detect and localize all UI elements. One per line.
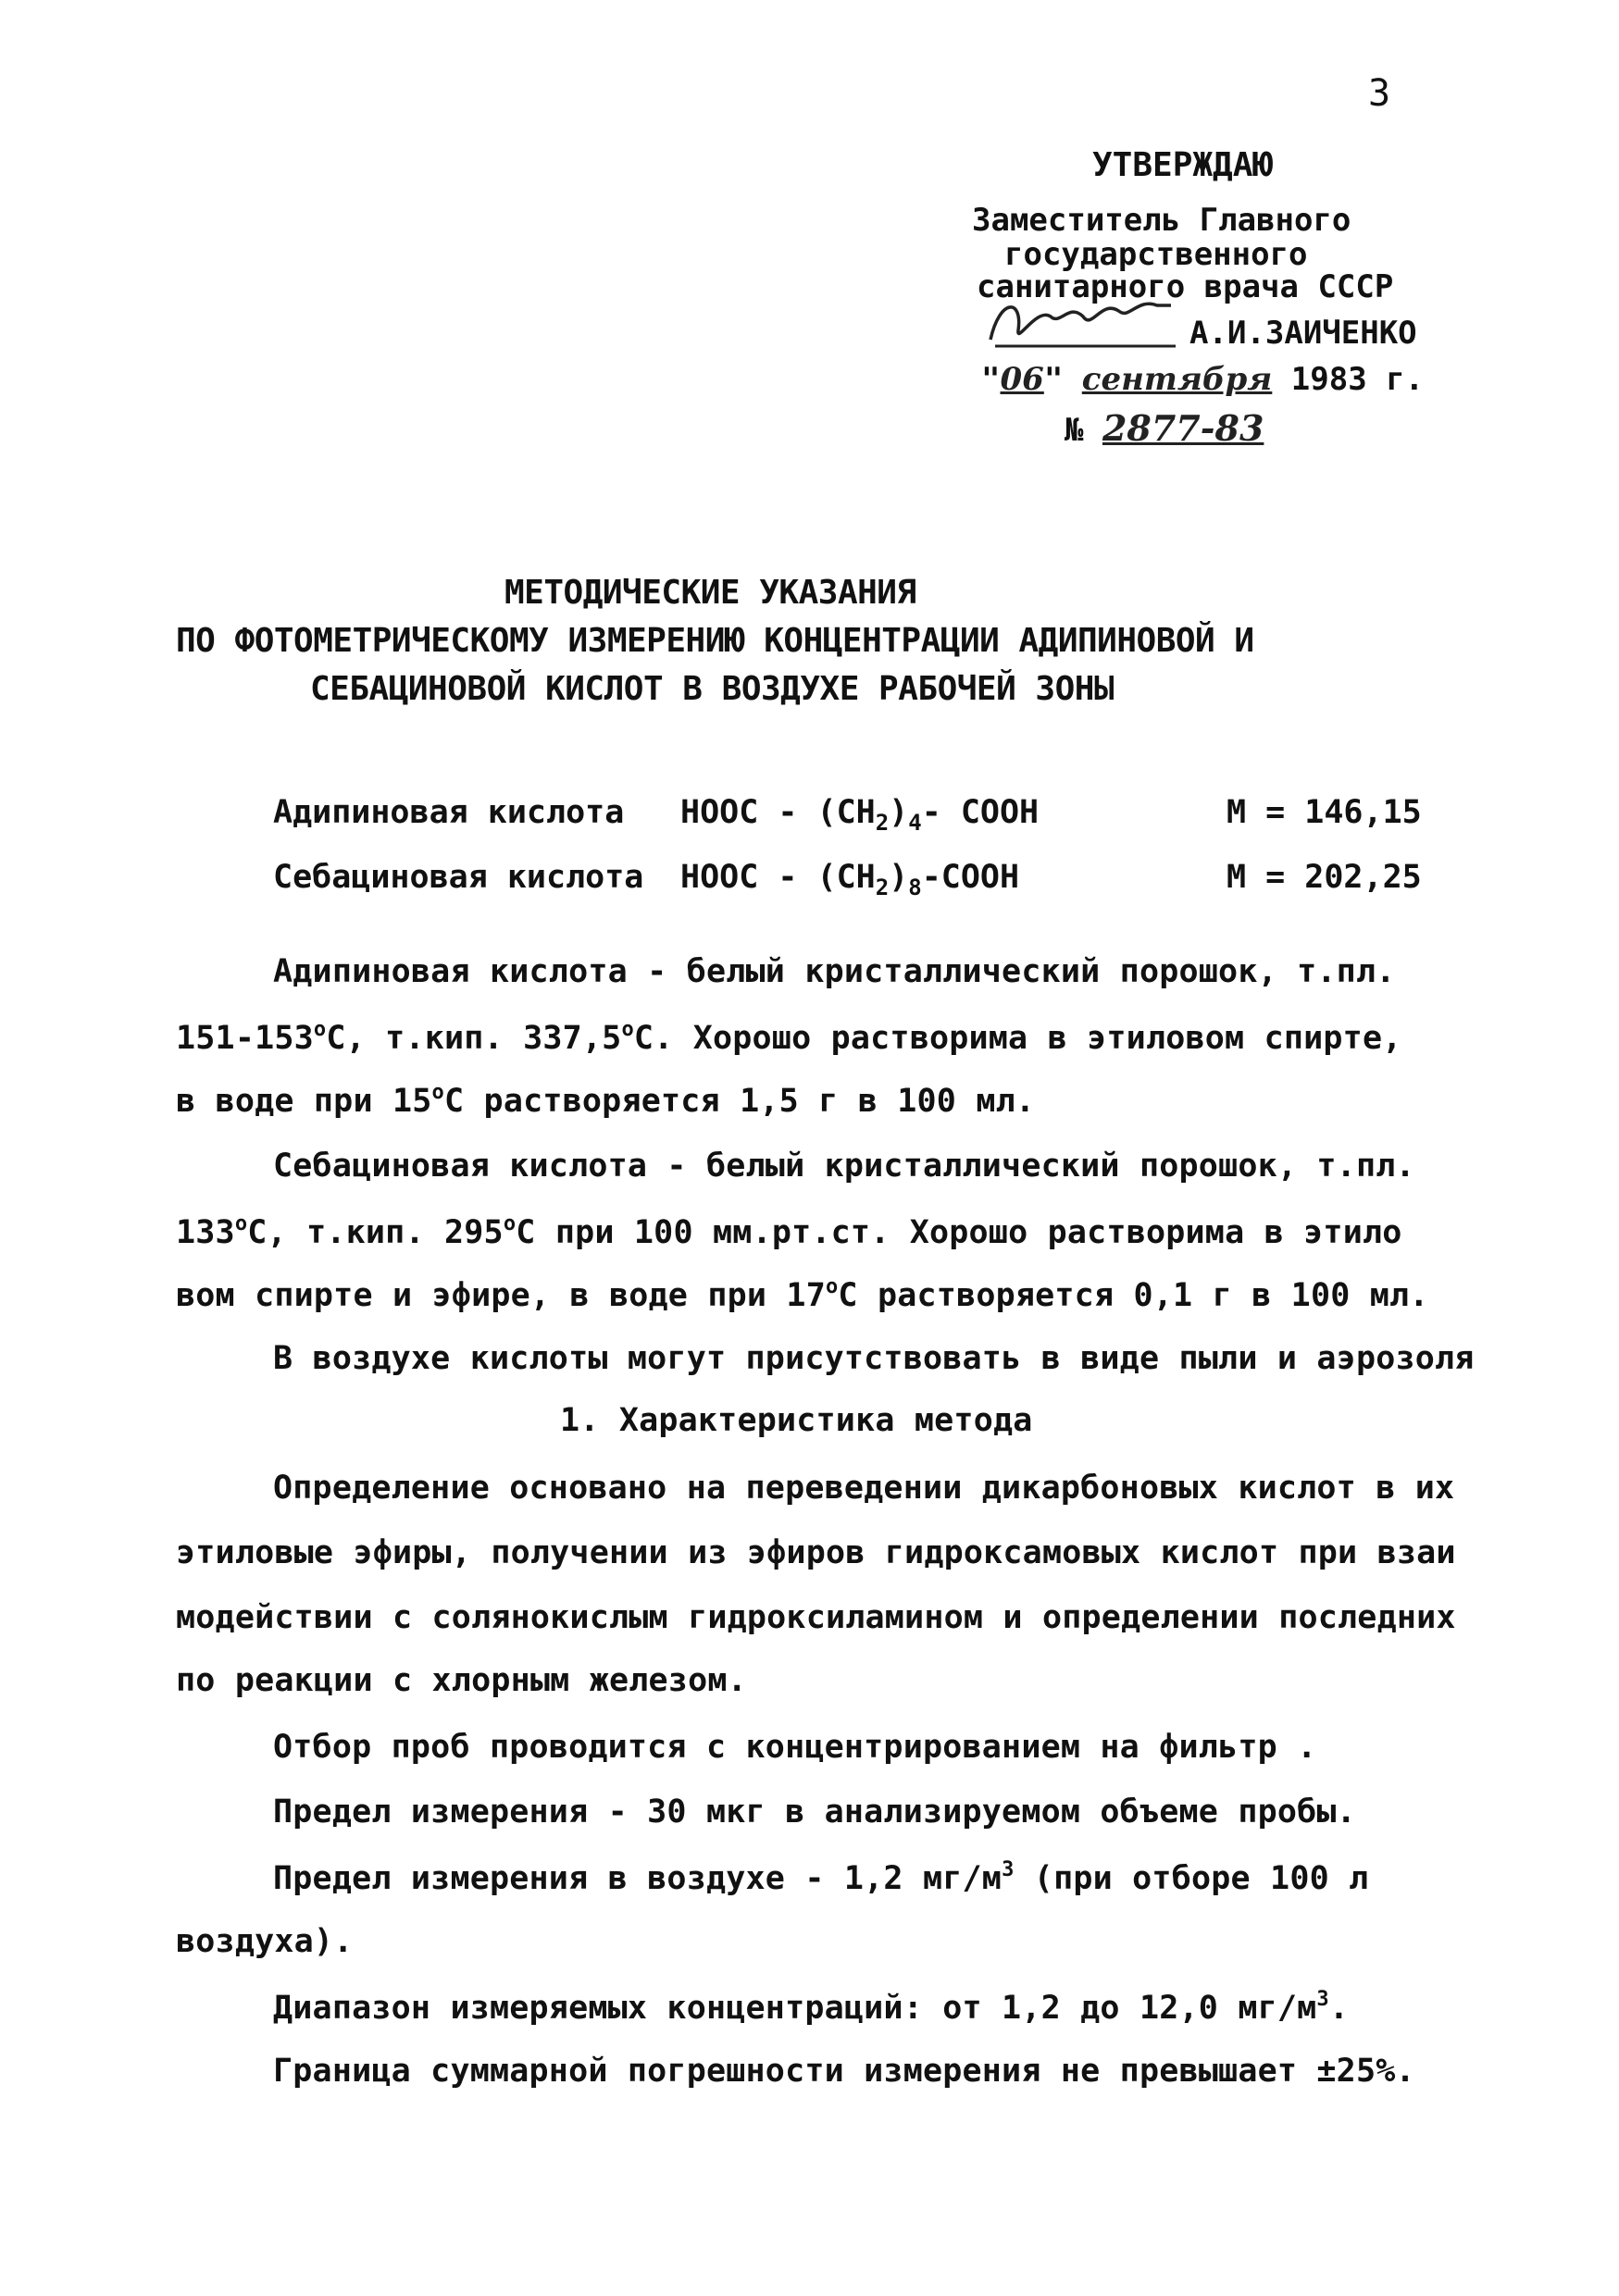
section-heading: 1. Характеристика метода [560, 1402, 1033, 1439]
date-day: 06 [1000, 361, 1044, 398]
approval-heading: УТВЕРЖДАЮ [1092, 146, 1274, 184]
molar-mass: M = 146,15 [1227, 794, 1422, 831]
paragraph-line: Граница суммарной погрешности измерения не превышает ±25%. [273, 2053, 1415, 2090]
paragraph-line: этиловые эфиры, получении из эфиров гидроксамовых кислот при взаи [176, 1534, 1456, 1571]
paragraph-line: Отбор проб проводится с концентрированием на фильтр . [273, 1729, 1317, 1766]
approval-date: "06" сентября 1983 г. [981, 361, 1425, 398]
paragraph-line: воздуха). [176, 1923, 354, 1960]
title-line-1: МЕТОДИЧЕСКИЕ УКАЗАНИЯ [504, 574, 916, 612]
paragraph-line: по реакции с хлорным железом. [176, 1662, 747, 1699]
paragraph-line: Адипиновая кислота - белый кристаллический порошок, т.пл. [273, 953, 1396, 990]
paragraph-line: В воздухе кислоты могут присутствовать в виде пыли и аэрозоля [273, 1340, 1475, 1377]
paragraph-line: Диапазон измеряемых концентраций: от 1,2 до 12,0 $мг/м^3$. [273, 1988, 1350, 2027]
date-month: сентября [1081, 361, 1273, 398]
molar-mass: M = 202,25 [1227, 859, 1422, 896]
paragraph-line: $151-153^оС$, т.кип. $337,5^оС$. Хорошо растворима в этиловом спирте, [176, 1018, 1402, 1057]
approval-position-line3: санитарного врача СССР [977, 268, 1394, 305]
paragraph-line: Предел измерения в воздухе - 1,2 $мг/м^3$ (при отборе 100 л [273, 1858, 1369, 1897]
paragraph-line: в воде при $15^оС$ растворяется 1,5 г в 100 мл. [176, 1081, 1036, 1120]
paragraph-line: вом спирте и эфире, в воде при $17^оС$ растворяется 0,1 г в 100 мл. [176, 1275, 1429, 1314]
signature [981, 289, 1185, 354]
date-year: 1983 г. [1290, 361, 1425, 398]
number-sign: № [1065, 412, 1084, 449]
approval-name: А.И.ЗАИЧЕНКО [1189, 315, 1417, 352]
approval-position-line1: Заместитель Главного [972, 202, 1351, 239]
approval-position-line2: государственного [1004, 236, 1308, 273]
formula-expression: HOOC - $(CH_2)_4-$ COOH [680, 794, 1040, 836]
title-line-2: ПО ФОТОМЕТРИЧЕСКОМУ ИЗМЕРЕНИЮ КОНЦЕНТРАЦИИ АДИПИНОВОЙ И [176, 622, 1254, 660]
registration-number: 2877-83 [1102, 407, 1264, 449]
formula-name: Адипиновая кислота [273, 794, 625, 831]
paragraph-line: модействии с солянокислым гидроксиламином и определении последних [176, 1599, 1456, 1636]
formula-expression: HOOC - $(CH_2)_8$-COOH [680, 859, 1020, 900]
page-number: 3 [1368, 72, 1391, 115]
paragraph-line: $133^оС$, т.кип. $295^оС$ при 100 мм.рт.ст. Хорошо растворима в этило [176, 1212, 1402, 1251]
paragraph-line: Определение основано на переведении дикарбоновых кислот в их [273, 1470, 1455, 1507]
formula-name: Себациновая кислота [273, 859, 644, 896]
paragraph-line: Себациновая кислота - белый кристаллический порошок, т.пл. [273, 1148, 1415, 1185]
approval-number [1065, 407, 1264, 449]
title-line-3: СЕБАЦИНОВОЙ КИСЛОТ В ВОЗДУХЕ РАБОЧЕЙ ЗОНЫ [310, 670, 1115, 708]
paragraph-line: Предел измерения - 30 мкг в анализируемом объеме пробы. [273, 1793, 1356, 1831]
